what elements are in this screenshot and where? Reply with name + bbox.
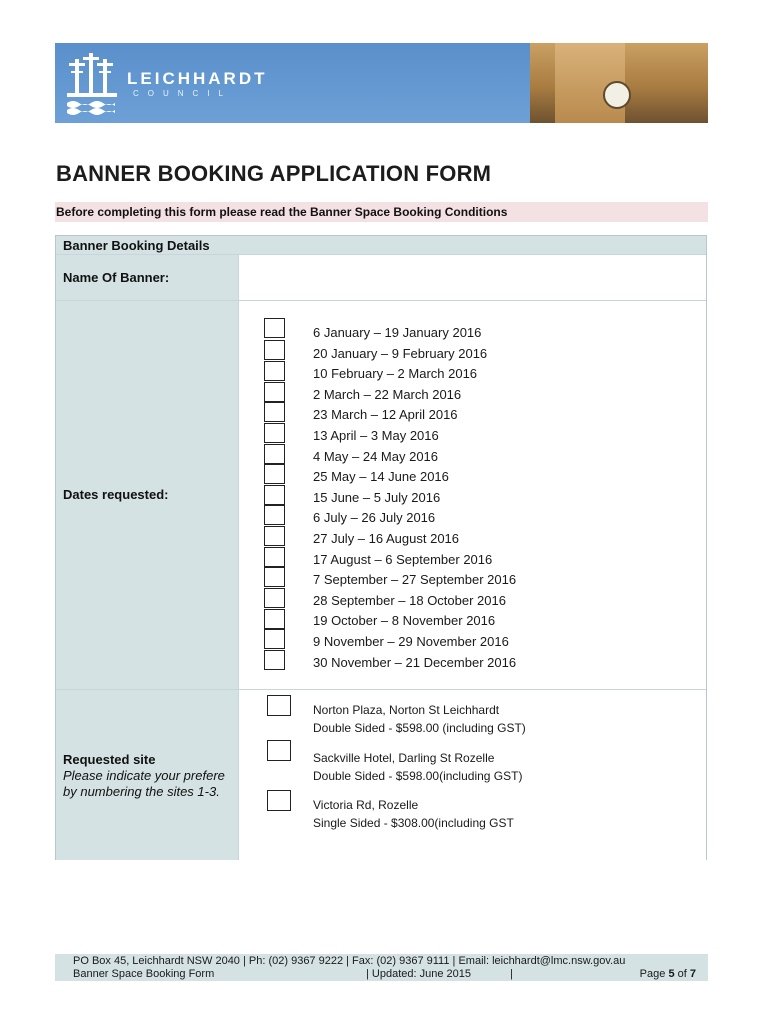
date-option: 20 January – 9 February 2016 <box>313 345 488 361</box>
date-checkbox-12[interactable] <box>264 547 285 567</box>
date-option: 19 October – 8 November 2016 <box>313 613 496 629</box>
date-option: 23 March – 12 April 2016 <box>313 407 458 423</box>
date-option: 7 September – 27 September 2016 <box>313 572 517 588</box>
date-option: 25 May – 14 June 2016 <box>313 469 449 485</box>
header-banner <box>55 43 708 123</box>
site-row <box>56 690 706 860</box>
site-price: Double Sided - $598.00 (including GST) <box>313 721 526 735</box>
dates-label: Dates requested: <box>63 487 169 502</box>
date-option: 27 July – 16 August 2016 <box>313 530 460 546</box>
date-option: 28 September – 18 October 2016 <box>313 592 506 608</box>
date-checkbox-13[interactable] <box>264 567 285 587</box>
dates-value-cell <box>239 301 706 689</box>
date-checkbox-3[interactable] <box>264 361 285 381</box>
footer-separator: | <box>510 968 513 980</box>
page-current: 5 <box>668 968 675 980</box>
section-heading: Banner Booking Details <box>56 236 706 255</box>
date-option: 30 November – 21 December 2016 <box>313 654 517 670</box>
page-footer <box>55 954 708 981</box>
site-name: Victoria Rd, Rozelle <box>313 798 419 812</box>
site-value-cell <box>239 690 706 860</box>
booking-form-table <box>55 235 707 860</box>
page-total: 7 <box>689 968 696 980</box>
date-option: 4 May – 24 May 2016 <box>313 448 439 464</box>
footer-form-name: Banner Space Booking Form <box>73 968 215 980</box>
site-label-cell <box>56 690 239 860</box>
clock-icon <box>603 81 631 109</box>
date-option: 17 August – 6 September 2016 <box>313 551 493 567</box>
date-checkbox-16[interactable] <box>264 629 285 649</box>
banner-name-label: Name Of Banner: <box>56 255 239 300</box>
site-price: Double Sided - $598.00(including GST) <box>313 769 523 783</box>
site-instruction-line2: by numbering the sites 1-3. <box>63 784 220 799</box>
site-option-3 <box>313 796 514 832</box>
date-checkbox-10[interactable] <box>264 505 285 525</box>
date-checkbox-6[interactable] <box>264 423 285 443</box>
site-name: Sackville Hotel, Darling St Rozelle <box>313 751 495 765</box>
date-option: 13 April – 3 May 2016 <box>313 427 439 443</box>
site-instruction-line1: Please indicate your prefere <box>63 768 225 783</box>
date-option: 2 March – 22 March 2016 <box>313 386 462 402</box>
date-checkbox-14[interactable] <box>264 588 285 608</box>
date-option: 10 February – 2 March 2016 <box>313 366 478 382</box>
footer-page-number <box>640 968 696 980</box>
dates-label-cell <box>56 301 239 689</box>
date-option: 6 January – 19 January 2016 <box>313 325 482 340</box>
dates-row <box>56 301 706 690</box>
footer-updated: | Updated: June 2015 <box>366 968 471 980</box>
date-checkbox-8[interactable] <box>264 464 285 484</box>
site-option-2 <box>313 749 522 785</box>
site-rank-box-2[interactable] <box>267 740 291 761</box>
date-checkbox-11[interactable] <box>264 526 285 546</box>
notice-banner: Before completing this form please read the Banner Space Booking Conditions <box>55 202 708 222</box>
council-subtitle: COUNCIL <box>133 89 233 98</box>
date-checkbox-7[interactable] <box>264 444 285 464</box>
date-option: 15 June – 5 July 2016 <box>313 489 441 505</box>
site-price: Single Sided - $308.00(including GST <box>313 816 514 830</box>
site-option-1 <box>313 701 526 737</box>
site-rank-box-3[interactable] <box>267 790 291 811</box>
footer-contact-line: PO Box 45, Leichhardt NSW 2040 | Ph: (02) 9367 9222 | Fax: (02) 9367 9111 | Email: leichhardt@lmc.nsw.gov.au <box>73 955 626 967</box>
site-name: Norton Plaza, Norton St Leichhardt <box>313 703 500 717</box>
date-checkbox-15[interactable] <box>264 609 285 629</box>
date-checkbox-9[interactable] <box>264 485 285 505</box>
date-checkbox-5[interactable] <box>264 402 285 422</box>
council-logo-icon <box>65 49 121 115</box>
date-checkbox-2[interactable] <box>264 340 285 360</box>
date-option: 9 November – 29 November 2016 <box>313 633 509 649</box>
date-checkbox-1[interactable] <box>264 318 285 338</box>
page-title: BANNER BOOKING APPLICATION FORM <box>56 161 492 186</box>
site-label-heading: Requested site <box>63 752 156 767</box>
banner-name-row <box>56 255 706 301</box>
date-option: 6 July – 26 July 2016 <box>313 510 436 526</box>
page-of: of <box>677 968 687 980</box>
site-rank-box-1[interactable] <box>267 695 291 716</box>
date-checkbox-4[interactable] <box>264 382 285 402</box>
page-prefix: Page <box>639 968 666 980</box>
date-list <box>313 323 516 673</box>
council-name: LEICHHARDT <box>127 69 268 88</box>
date-checkbox-17[interactable] <box>264 650 285 670</box>
site-label <box>63 752 239 800</box>
banner-name-field[interactable] <box>239 255 706 300</box>
